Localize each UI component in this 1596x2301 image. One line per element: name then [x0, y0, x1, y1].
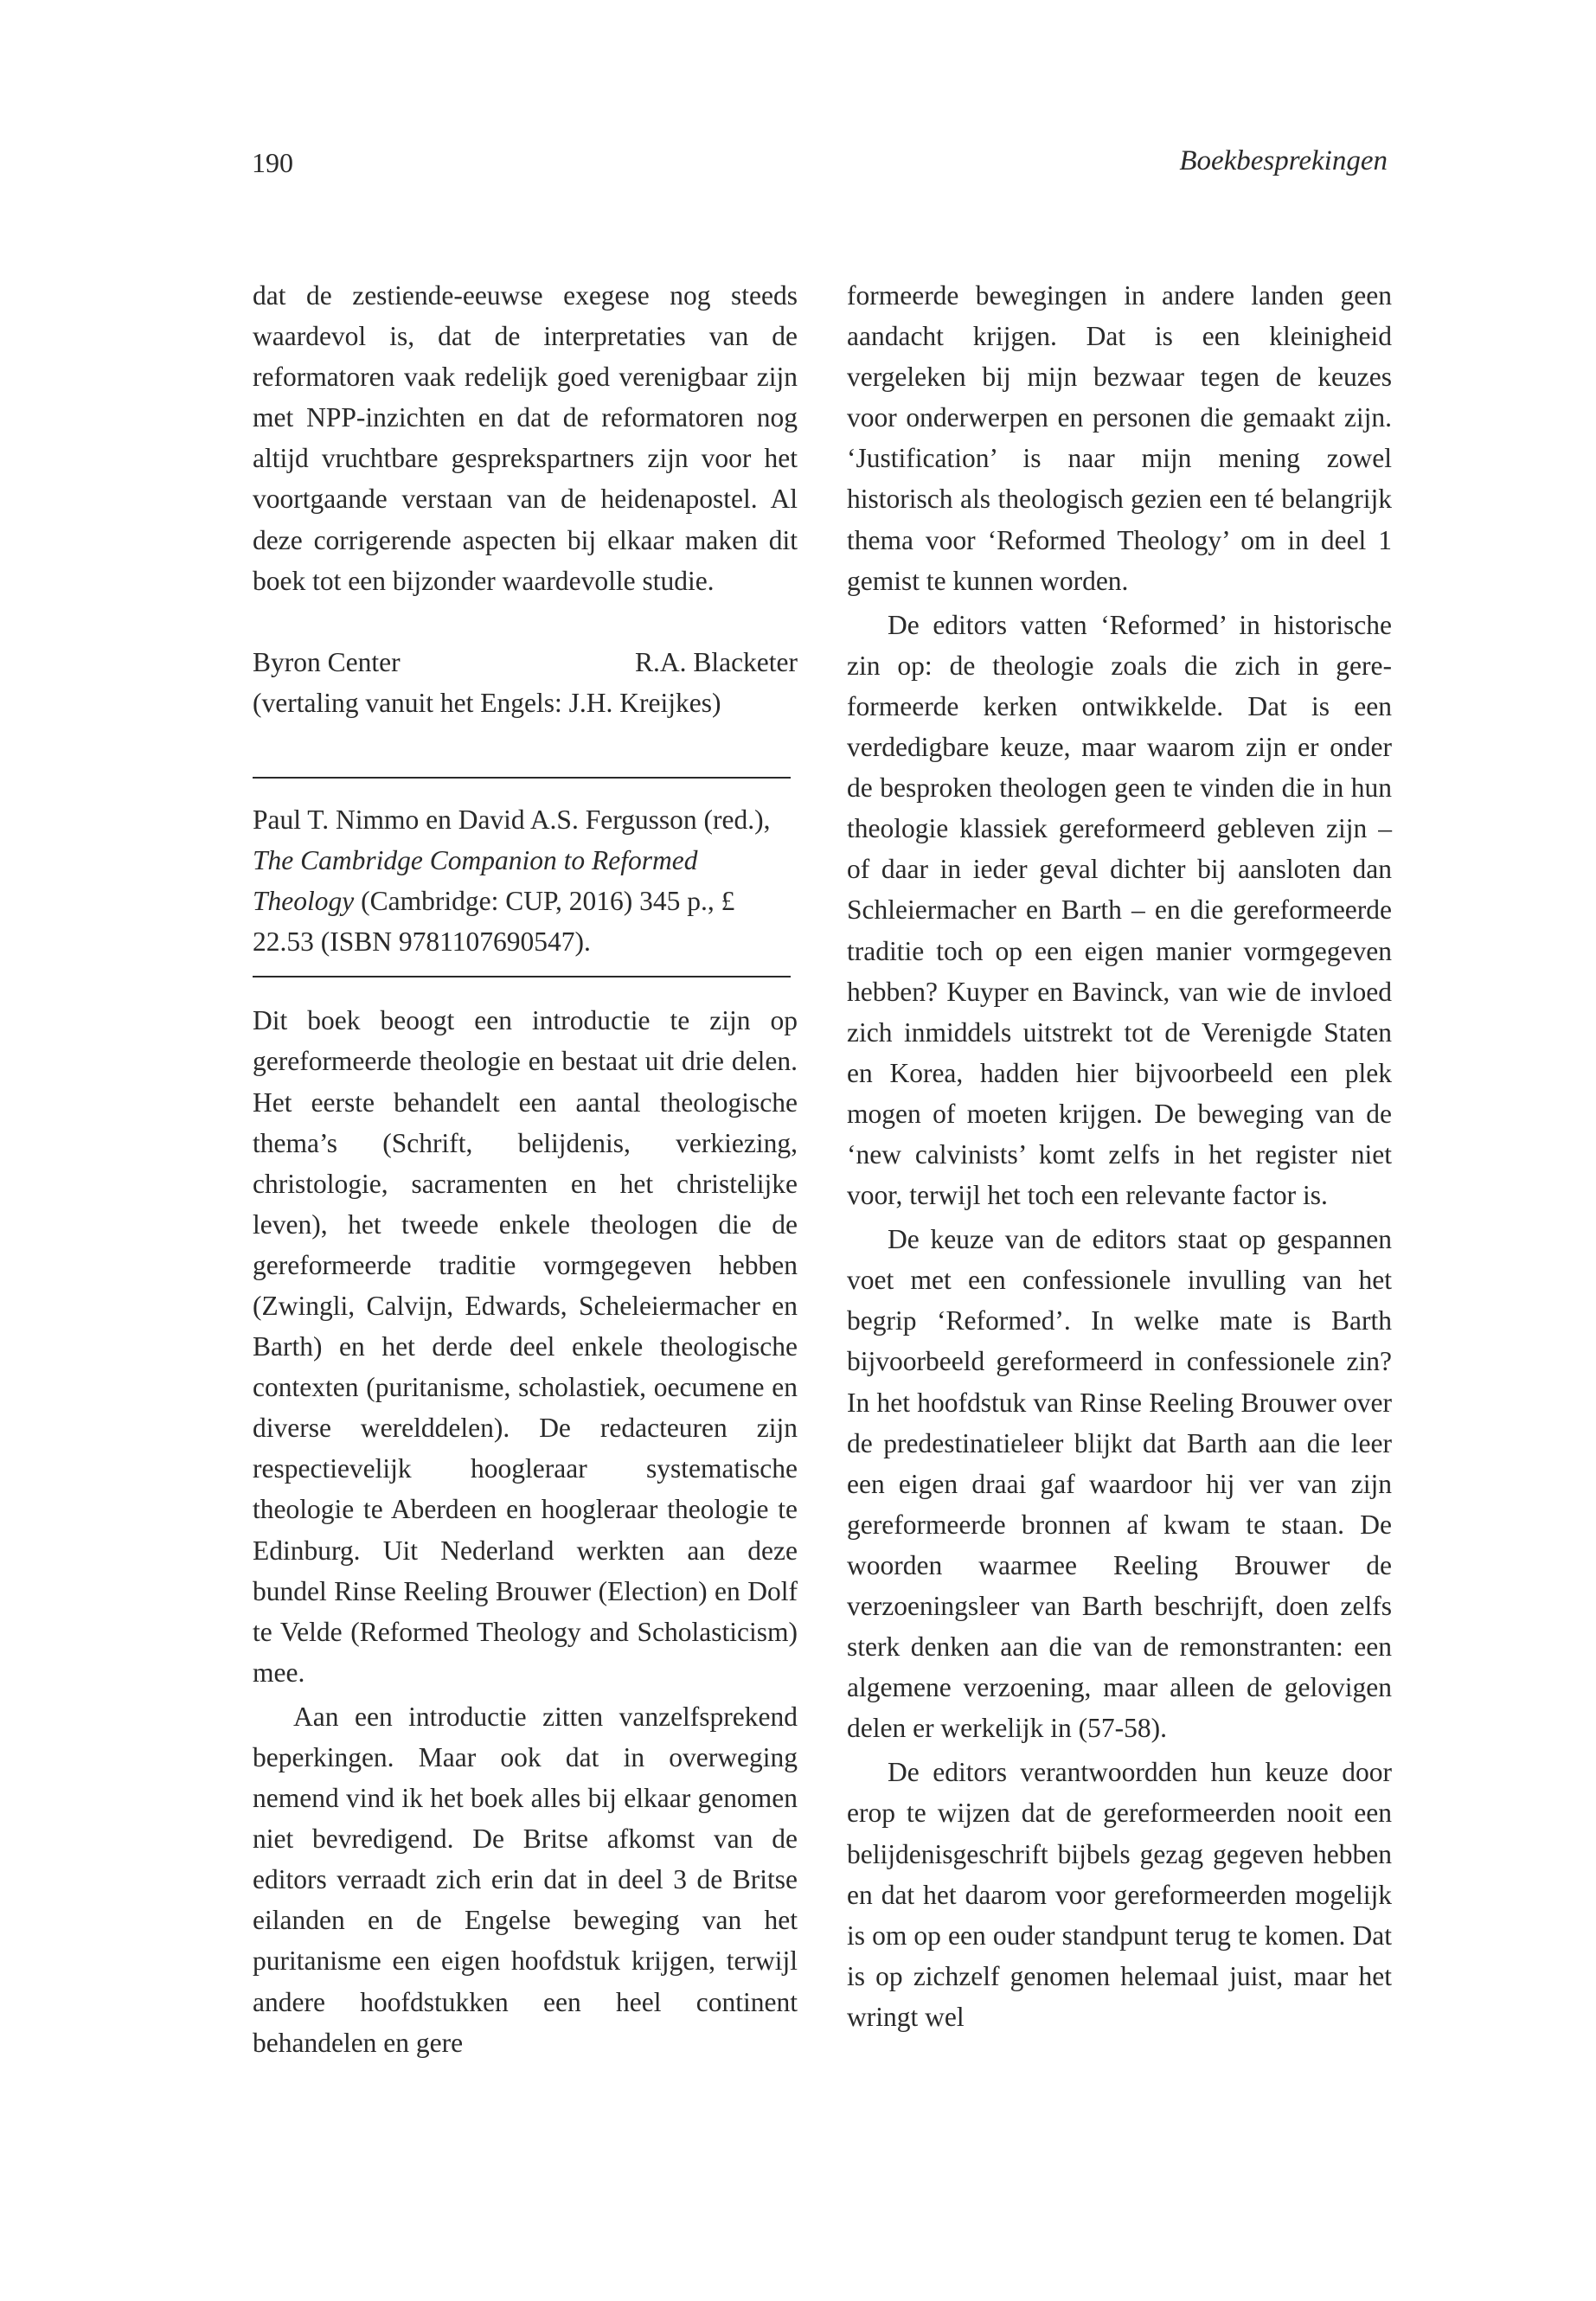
- previous-review-ending: dat de zestiende-eeuwse exegese nog steeds waardevol is, dat de interpretaties van de reformatoren vaak redelijk goed verenigbaar zijn met NPP-inzichten en dat de reformatoren nog altijd vruchtbare gesprekspartners zijn voor het voortgaande verstaan van de heidenapostel. Al deze corrigerende aspecten bij elkaar maken dit boek tot een bijzonder waardevolle studie.: [253, 280, 798, 596]
- left-column: [253, 275, 798, 2063]
- signature-place: Byron Center: [253, 646, 401, 677]
- translation-note: (vertaling vanuit het Engels: J.H. Kreijkes): [253, 687, 721, 718]
- signature-line: [253, 642, 798, 683]
- rule-top: [253, 777, 791, 779]
- biblio-details: (Cambridge: CUP, 2016) 345 p., £ 22.53 (ISBN 9781107690547).: [253, 886, 735, 958]
- review-paragraph-3: De editors vatten ‘Reformed’ in historische zin op: de theologie zoals die zich in gereformeerde kerken ontwikkelde. Dat is een verdedigbare keuze, maar waarom zijn er onder de besproken theologen geen te vinden die in hun theologie klassiek gereformeerd gebleven zijn – of daar in ieder geval dichter bij aansloten dan Schleiermacher en Barth – en die gereformeerde traditie toch op een eigen manier vormgegeven hebben? Kuyper en Bavinck, van wie de invloed zich inmiddels uitstrekt tot de Verenigde Staten en Korea, hadden hier bijvoorbeeld een plek mogen of moeten krijgen. De beweging van de ‘new calvinists’ komt zelfs in het register niet voor, terwijl het toch een relevante factor is.: [847, 609, 1392, 1211]
- biblio-title: The Cambridge Companion to Reformed Theology: [253, 845, 698, 917]
- signature-block: [253, 642, 798, 723]
- rule-bottom: [253, 976, 791, 977]
- bibliographic-entry: [253, 799, 798, 962]
- page-number: 190: [252, 147, 293, 178]
- biblio-authors: Paul T. Nimmo en David A.S. Fergusson (red.),: [253, 804, 771, 835]
- signature-name: R.A. Blacketer: [634, 646, 798, 677]
- review-paragraph-2-continued: formeerde bewegingen in andere landen geen aandacht krijgen. Dat is een kleinigheid vergeleken bij mijn bezwaar tegen de keuzes voor onderwerpen en personen die gemaakt zijn. ‘Justification’ is naar mijn mening zowel historisch als theologisch gezien een té belangrijk thema voor ‘Reformed Theology’ om in deel 1 gemist te kunnen worden.: [847, 280, 1392, 596]
- review-paragraph-1: Dit boek beoogt een introductie te zijn op gereformeerde theologie en bestaat uit drie delen. Het eerste behandelt een aantal theologische thema’s (Schrift, belijdenis, verkiezing, christologie, sacramenten en het christelijke leven), het tweede enkele theologen die de gereformeerde traditie vormgegeven hebben (Zwingli, Calvijn, Edwards, Scheleiermacher en Barth) en het derde deel enkele theologische contexten (puritanisme, scholastiek, oecumene en diverse werelddelen). De redacteuren zijn respectievelijk hoogleraar systematische theologie te Aberdeen en hoogleraar theologie te Edinburg. Uit Nederland werkten aan deze bundel Rinse Reeling Brouwer (Election) en Dolf te Velde (Reformed Theology and Scholasticism) mee.: [253, 1005, 798, 1688]
- review-paragraph-5: De editors verantwoordden hun keuze door erop te wijzen dat de gereformeerden nooit een belijdenisgeschrift bijbels gezag gegeven hebben en dat het daarom voor gereformeerden mogelijk is om op een ouder standpunt terug te komen. Dat is op zichzelf genomen helemaal juist, maar het wringt wel: [847, 1757, 1392, 2032]
- running-head: Boekbesprekingen: [1179, 145, 1388, 176]
- review-paragraph-4: De keuze van de editors staat op gespannen voet met een confessionele invulling van het begrip ‘Reformed’. In welke mate is Barth bijvoorbeeld gereformeerd in confessionele zin? In het hoofdstuk van Rinse Reeling Brouwer over de predestinatieleer blijkt dat Barth aan die leer een eigen draai gaf waardoor hij ver van zijn gereformeerde bronnen af kwam te staan. De woorden waarmee Reeling Brouwer de verzoeningsleer van Barth beschrijft, doen zelfs sterk denken aan die van de remonstranten: een algemene verzoening, maar alleen de gelovigen delen er werkelijk in (57-58).: [847, 1224, 1392, 1744]
- right-column: [847, 275, 1392, 2037]
- review-paragraph-2: Aan een introductie zitten vanzelfsprekend beperkingen. Maar ook dat in overweging nemend vind ik het boek alles bij elkaar genomen niet bevredigend. De Britse afkomst van de editors verraadt zich erin dat in deel 3 de Britse eilanden en de Engelse beweging van het puritanisme een eigen hoofdstuk krijgen, terwijl andere hoofdstukken een heel continent behandelen en gere: [253, 1701, 798, 2058]
